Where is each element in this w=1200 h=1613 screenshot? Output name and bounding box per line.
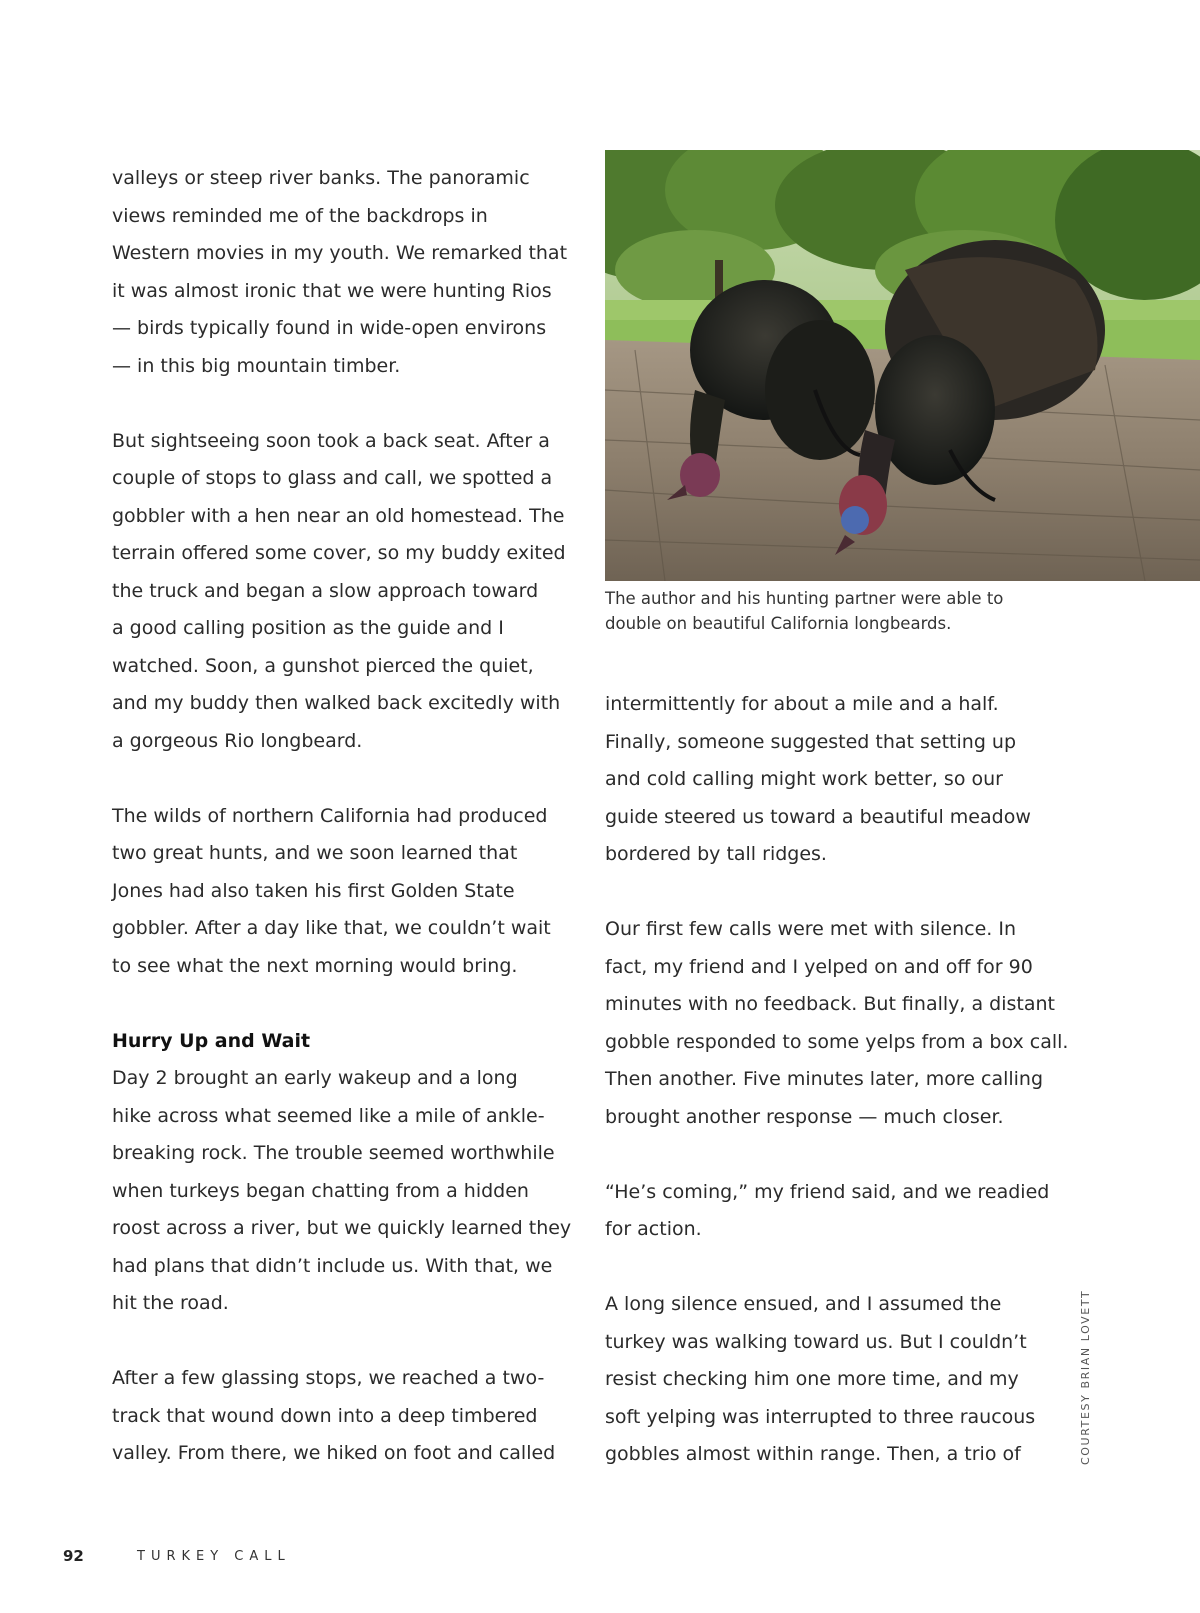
text-line: guide steered us toward a beautiful meadow	[605, 805, 1031, 828]
paragraph	[605, 911, 1069, 1136]
text-line: — birds typically found in wide-open environs	[112, 317, 547, 339]
text-line: gobbles almost within range. Then, a trio of	[605, 1443, 1021, 1465]
text-line: gobbler. After a day like that, we couldn’t wait	[112, 917, 551, 939]
text-line: Our first few calls were met with silence. In	[605, 918, 1016, 940]
text-line: gobbler with a hen near an old homestead. The	[112, 504, 565, 527]
text-line: brought another response — much closer.	[605, 1105, 1004, 1128]
text-line: After a few glassing stops, we reached a two-	[112, 1367, 545, 1389]
text-line: resist checking him one more time, and my	[605, 1368, 1019, 1390]
turkey-photo	[605, 150, 1200, 581]
text-line: — in this big mountain timber.	[112, 354, 401, 377]
text-line: A long silence ensued, and I assumed the	[605, 1293, 1002, 1315]
text-line: it was almost ironic that we were hunting Rios	[112, 279, 552, 302]
magazine-title: TURKEY CALL	[137, 1549, 291, 1564]
text-line: two great hunts, and we soon learned that	[112, 842, 518, 864]
paragraph	[112, 1060, 572, 1323]
text-line: “He’s coming,” my friend said, and we readied	[605, 1180, 1050, 1203]
text-line: turkey was walking toward us. But I couldn’t	[605, 1330, 1027, 1353]
text-line: valley. From there, we hiked on foot and called	[112, 1442, 556, 1464]
text-line: track that wound down into a deep timbered	[112, 1404, 538, 1427]
paragraph	[112, 798, 562, 986]
paragraph	[605, 1174, 1065, 1249]
text-line: had plans that didn’t include us. With that, we	[112, 1254, 553, 1277]
text-line: and cold calling might work better, so our	[605, 768, 1003, 790]
text-line: the truck and began a slow approach toward	[112, 579, 539, 602]
paragraph	[112, 423, 566, 761]
text-line: Western movies in my youth. We remarked that	[112, 242, 568, 264]
text-line: valleys or steep river banks. The panoramic	[112, 167, 530, 189]
right-column	[605, 686, 1069, 1474]
text-line: terrain offered some cover, so my buddy exited	[112, 542, 566, 564]
text-line: for action.	[605, 1218, 702, 1240]
page-number: 92	[63, 1547, 84, 1565]
text-line: breaking rock. The trouble seemed worthwhile	[112, 1142, 555, 1164]
text-line: roost across a river, but we quickly learned they	[112, 1217, 572, 1239]
text-line: views reminded me of the backdrops in	[112, 204, 488, 227]
photo-caption	[605, 586, 1195, 636]
left-column	[112, 160, 572, 1473]
text-line: a good calling position as the guide and I	[112, 617, 504, 639]
text-line: Then another. Five minutes later, more calling	[605, 1068, 1044, 1090]
text-line: Jones had also taken his first Golden State	[112, 879, 515, 902]
paragraph	[112, 160, 568, 385]
text-line: when turkeys began chatting from a hidden	[112, 1179, 529, 1202]
text-line: intermittently for about a mile and a half.	[605, 693, 999, 715]
text-line: Day 2 brought an early wakeup and a long	[112, 1067, 518, 1089]
paragraph	[605, 686, 1065, 874]
text-line: minutes with no feedback. But finally, a distant	[605, 993, 1055, 1015]
text-line: The wilds of northern California had produced	[112, 804, 548, 827]
text-line: hit the road.	[112, 1292, 229, 1314]
text-line: watched. Soon, a gunshot pierced the quiet,	[112, 654, 534, 677]
text-line: soft yelping was interrupted to three raucous	[605, 1405, 1036, 1428]
text-line: gobble responded to some yelps from a box call.	[605, 1030, 1069, 1053]
paragraph	[605, 1286, 1065, 1474]
subheading: Hurry Up and Wait	[112, 1029, 311, 1052]
text-line: couple of stops to glass and call, we spotted a	[112, 467, 553, 489]
text-line: bordered by tall ridges.	[605, 843, 827, 865]
text-line: fact, my friend and I yelped on and off for 90	[605, 955, 1033, 978]
text-line: a gorgeous Rio longbeard.	[112, 729, 363, 752]
caption-line: double on beautiful California longbeards.	[605, 614, 952, 633]
text-line: But sightseeing soon took a back seat. After a	[112, 429, 550, 452]
text-line: Finally, someone suggested that setting up	[605, 730, 1017, 753]
text-line: and my buddy then walked back excitedly with	[112, 692, 561, 714]
paragraph	[112, 1360, 562, 1473]
text-line: hike across what seemed like a mile of ankle-	[112, 1104, 545, 1127]
caption-line: The author and his hunting partner were able to	[605, 589, 1004, 608]
photo-credit: COURTESY BRIAN LOVETT	[1079, 1289, 1092, 1465]
text-line: to see what the next morning would bring.	[112, 954, 518, 977]
